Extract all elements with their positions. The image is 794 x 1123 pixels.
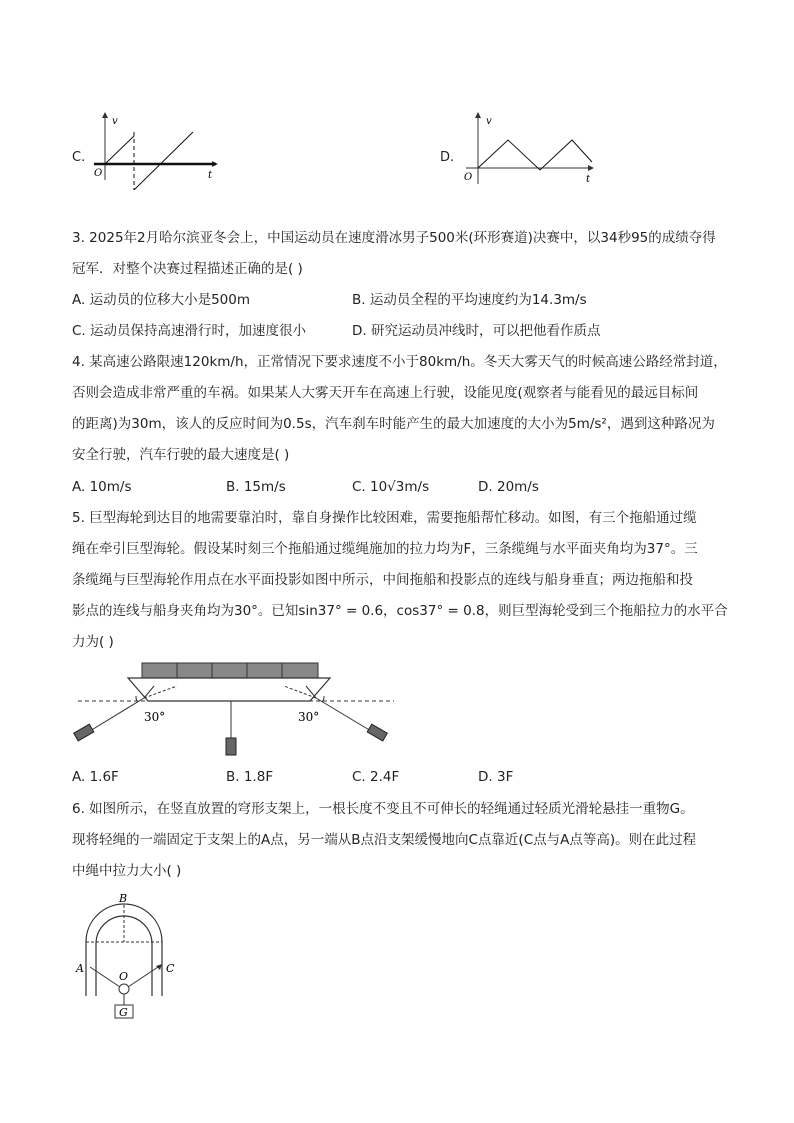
q4-stem-line: 4. 某高速公路限速120km/h，正常情况下要求速度不小于80km/h。冬天大雾天气的时候高速公路经常封道， <box>72 354 727 370</box>
q4-stem-line: 的距离)为30m，该人的反应时间为0.5s，汽车刹车时能产生的最大加速度的大小为5m/s²，遇到这种路况为 <box>72 416 715 432</box>
q4-option-b[interactable]: B. 15m/s <box>226 479 286 495</box>
point-a-label: A <box>76 962 84 975</box>
axis-t-label: t <box>208 170 213 181</box>
angle-left-label: 30° <box>144 710 166 724</box>
option-d-label: D. <box>440 150 455 165</box>
option-c-label: C. <box>72 150 86 165</box>
q4-option-a[interactable]: A. 10m/s <box>72 479 132 495</box>
arch-diagram <box>72 892 192 1022</box>
q5-stem-line: 力为( ) <box>72 634 114 650</box>
point-c-label: C <box>166 962 175 975</box>
q3-option-b[interactable]: B. 运动员全程的平均速度约为14.3m/s <box>352 292 587 308</box>
q5-stem-line: 条缆绳与巨型海轮作用点在水平面投影如图中所示，中间拖船和投影点的连线与船身垂直；两边拖船和投 <box>72 572 693 588</box>
graph-c <box>88 110 223 190</box>
graph-d <box>460 110 600 190</box>
axis-t-label: t <box>586 174 591 185</box>
point-b-label: B <box>119 892 128 905</box>
q5-stem-line: 绳在牵引巨型海轮。假设某时刻三个拖船通过缆绳施加的拉力均为F，三条缆绳与水平面夹角均为37°。三 <box>72 541 698 557</box>
q4-option-c[interactable]: C. 10√3m/s <box>352 479 430 495</box>
axis-v-label: v <box>112 116 118 127</box>
q4-option-d[interactable]: D. 20m/s <box>478 479 539 495</box>
q6-stem-line: 中绳中拉力大小( ) <box>72 863 182 879</box>
q4-stem-line: 否则会造成非常严重的车祸。如果某人大雾天开车在高速上行驶，设能见度(观察者与能看见的最远目标间 <box>72 385 699 401</box>
q6-stem-line: 6. 如图所示，在竖直放置的穹形支架上，一根长度不变且不可伸长的轻绳通过轻质光滑轮悬挂一重物G。 <box>72 801 694 817</box>
axis-v-label: v <box>486 116 492 127</box>
q3-option-c[interactable]: C. 运动员保持高速滑行时，加速度很小 <box>72 323 307 339</box>
q3-option-a[interactable]: A. 运动员的位移大小是500m <box>72 292 250 308</box>
q3-stem-line: 冠军．对整个决赛过程描述正确的是( ) <box>72 261 303 277</box>
q5-option-c[interactable]: C. 2.4F <box>352 769 400 785</box>
q3-option-d[interactable]: D. 研究运动员冲线时，可以把他看作质点 <box>352 323 601 339</box>
origin-label: O <box>94 168 103 179</box>
weight-g-label: G <box>119 1006 128 1019</box>
origin-label: O <box>464 172 473 183</box>
ship-diagram <box>72 658 402 763</box>
q4-stem-line: 安全行驶，汽车行驶的最大速度是( ) <box>72 447 290 463</box>
angle-right-label: 30° <box>298 710 320 724</box>
q5-option-a[interactable]: A. 1.6F <box>72 769 119 785</box>
q5-stem-line: 影点的连线与船身夹角均为30°。已知sin37° = 0.6，cos37° = 0.8，则巨型海轮受到三个拖船拉力的水平合 <box>72 603 728 619</box>
q5-option-b[interactable]: B. 1.8F <box>226 769 274 785</box>
q6-stem-line: 现将轻绳的一端固定于支架上的A点，另一端从B点沿支架缓慢地向C点靠近(C点与A点等高)。则在此过程 <box>72 832 697 848</box>
q3-stem-line: 3. 2025年2月哈尔滨亚冬会上，中国运动员在速度滑冰男子500米(环形赛道)决赛中，以34秒95的成绩夺得 <box>72 230 716 246</box>
q5-stem-line: 5. 巨型海轮到达目的地需要靠泊时，靠自身操作比较困难，需要拖船帮忙移动。如图，有三个拖船通过缆 <box>72 510 697 526</box>
q5-option-d[interactable]: D. 3F <box>478 769 514 785</box>
point-o-label: O <box>119 970 129 983</box>
